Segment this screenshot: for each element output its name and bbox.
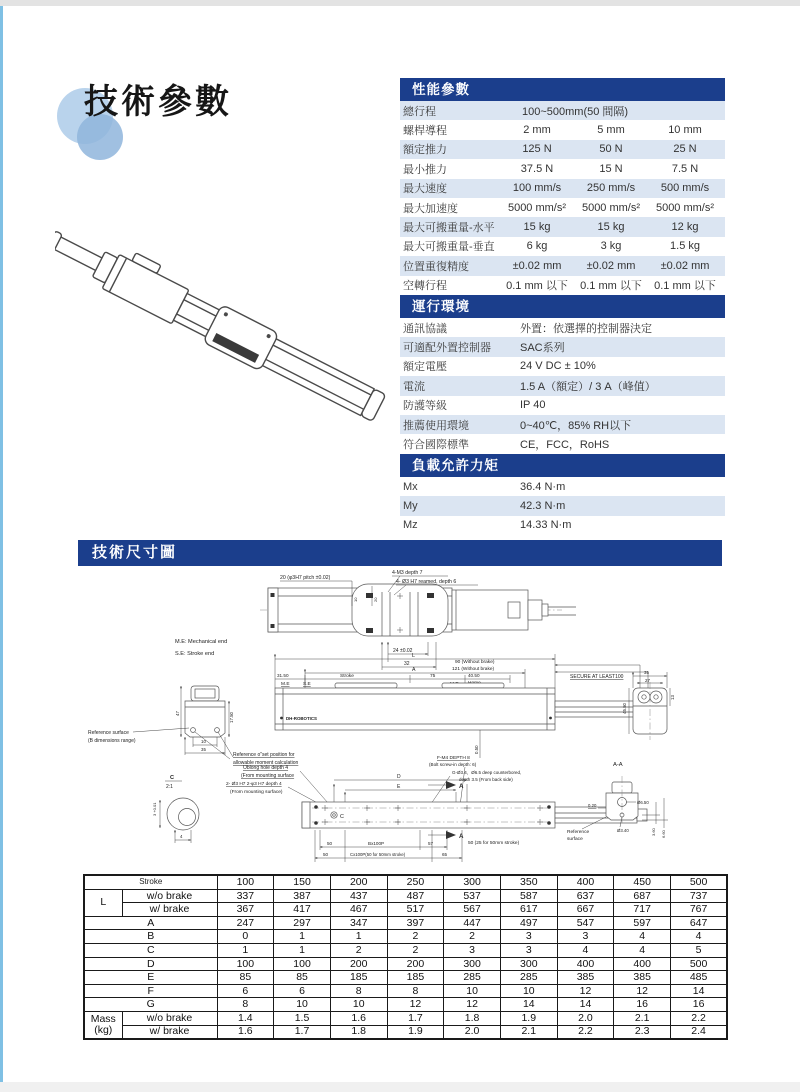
annotation: Reference bbox=[567, 830, 590, 835]
spec-label: 推薦使用環境 bbox=[403, 419, 469, 432]
table-row bbox=[84, 1011, 727, 1025]
dim-label: 90 (Without brake) bbox=[455, 660, 495, 665]
dim-label: 20 bbox=[373, 597, 378, 602]
dim-label: 24 ±0.02 bbox=[393, 648, 413, 654]
dim-cell: 1.5 bbox=[274, 1011, 331, 1025]
spec-value: 15 kg bbox=[597, 221, 625, 234]
dim-label: 6.60 bbox=[661, 830, 666, 838]
dim-label: 4- Ø3 H7 reamed, depth 6 bbox=[396, 579, 457, 585]
dim-cell: 100 bbox=[217, 957, 274, 971]
dim-label: L bbox=[412, 653, 415, 659]
dim-cell: 1 bbox=[330, 930, 387, 944]
page-left-edge bbox=[0, 6, 3, 1082]
dim-cell: 6 bbox=[217, 984, 274, 998]
spec-label: 額定電壓 bbox=[403, 361, 447, 374]
spec-label: 最小推力 bbox=[403, 163, 447, 176]
dim-cell: 467 bbox=[330, 903, 387, 917]
dim-cell: 200 bbox=[387, 957, 444, 971]
dim-cell: 85 bbox=[274, 971, 331, 985]
dim-cell: 12 bbox=[614, 984, 671, 998]
dim-cell: 10 bbox=[274, 998, 331, 1012]
page-top-edge bbox=[0, 0, 800, 6]
spec-label: 最大可搬重量-垂直 bbox=[403, 241, 495, 254]
section-arrow-label: A bbox=[459, 833, 464, 840]
spec-value: 1.5 kg bbox=[670, 240, 700, 253]
spec-value: CE，FCC，RoHS bbox=[520, 439, 610, 452]
dim-cell: 687 bbox=[614, 889, 671, 903]
table-row bbox=[84, 889, 727, 903]
dim-cell: 2 bbox=[387, 943, 444, 957]
spec-row bbox=[400, 434, 725, 453]
dim-label: 32 bbox=[404, 661, 410, 667]
annotation: 2- Ø3 H7 2-φ3 H7 depth 4 bbox=[226, 782, 282, 787]
dim-cell: 3 bbox=[500, 930, 557, 944]
spec-row bbox=[400, 256, 725, 275]
dim-cell: 3 bbox=[444, 943, 501, 957]
dim-label: 3 +0.01 bbox=[152, 802, 157, 816]
spec-value: 250 mm/s bbox=[586, 182, 636, 195]
spec-value: 0~40℃，85% RH以下 bbox=[520, 419, 632, 432]
dim-cell: 10 bbox=[444, 984, 501, 998]
dim-cell: 547 bbox=[557, 916, 614, 930]
spec-value: 7.5 N bbox=[671, 162, 699, 175]
dim-cell: 1.6 bbox=[330, 1011, 387, 1025]
stroke-value: 350 bbox=[500, 875, 557, 889]
spec-value: 5 mm bbox=[597, 124, 625, 137]
dim-cell: 517 bbox=[387, 903, 444, 917]
dim-label: Ø3.40 bbox=[617, 828, 629, 833]
row-group-label: Mass (kg) bbox=[84, 1011, 122, 1039]
spec-label: 螺桿導程 bbox=[403, 125, 447, 138]
spec-row bbox=[400, 376, 725, 395]
dim-cell: 2 bbox=[387, 930, 444, 944]
dim-cell: 1.9 bbox=[387, 1025, 444, 1039]
dim-label: 50 bbox=[327, 841, 333, 846]
table-row bbox=[84, 930, 727, 944]
dim-label: 10 bbox=[353, 597, 358, 602]
dim-cell: 8 bbox=[330, 984, 387, 998]
dim-cell: 567 bbox=[444, 903, 501, 917]
dim-cell: 617 bbox=[500, 903, 557, 917]
dim-label: M.E bbox=[281, 682, 290, 687]
dim-cell: 437 bbox=[330, 889, 387, 903]
spec-value: 36.4 N·m bbox=[520, 480, 566, 493]
spec-value: ±0.02 mm bbox=[586, 259, 636, 272]
dim-label: 31.50 bbox=[277, 673, 289, 678]
spec-row bbox=[400, 477, 725, 496]
table-row bbox=[84, 903, 727, 917]
dim-cell: 397 bbox=[387, 916, 444, 930]
dim-cell: 587 bbox=[500, 889, 557, 903]
dim-label: 45.50 bbox=[622, 703, 627, 714]
dim-label: 35 bbox=[201, 747, 206, 752]
spec-value: 10 mm bbox=[668, 124, 702, 137]
spec-label: 電流 bbox=[403, 380, 425, 393]
dim-cell: 667 bbox=[557, 903, 614, 917]
section-label: A-A bbox=[613, 762, 623, 768]
dim-cell: 4 bbox=[671, 930, 728, 944]
dim-label: 35 bbox=[644, 670, 649, 675]
annotation: Reference o″set position for bbox=[233, 752, 295, 758]
dim-cell: 100 bbox=[274, 957, 331, 971]
dim-cell: 285 bbox=[500, 971, 557, 985]
dim-cell: 2 bbox=[444, 930, 501, 944]
spec-value: 37.5 N bbox=[520, 162, 554, 175]
dim-label: 50 bbox=[323, 852, 329, 857]
table-row bbox=[84, 971, 727, 985]
spec-value: 25 N bbox=[673, 143, 697, 156]
dim-cell: 0 bbox=[217, 930, 274, 944]
dim-label: 47 bbox=[175, 711, 180, 716]
spec-value: 3 kg bbox=[600, 240, 622, 253]
spec-label: 最大加速度 bbox=[403, 202, 458, 215]
spec-value: SAC系列 bbox=[520, 342, 565, 355]
spec-value: ±0.02 mm bbox=[660, 259, 710, 272]
dim-cell: 385 bbox=[557, 971, 614, 985]
spec-value: 5000 mm/s² bbox=[655, 201, 715, 214]
dim-label: 75 bbox=[430, 674, 436, 679]
dim-label: E bbox=[397, 784, 401, 790]
stroke-value: 500 bbox=[671, 875, 728, 889]
moment-table bbox=[400, 454, 725, 535]
spec-value: IP 40 bbox=[520, 399, 546, 412]
dim-cell: 597 bbox=[614, 916, 671, 930]
spec-row bbox=[400, 179, 725, 198]
spec-value: 125 N bbox=[522, 143, 552, 156]
stroke-value: 250 bbox=[387, 875, 444, 889]
dim-cell: 16 bbox=[671, 998, 728, 1012]
stroke-header: Stroke bbox=[84, 875, 217, 889]
row-sub-label: w/o brake bbox=[122, 889, 217, 903]
spec-value: 15 kg bbox=[523, 221, 551, 234]
annotation: 50 (25 for 50mm stroke) bbox=[468, 841, 520, 846]
spec-row bbox=[400, 159, 725, 178]
annotation: Oblong hole depth 4 bbox=[243, 765, 289, 771]
dimension-table bbox=[83, 874, 728, 1040]
spec-row bbox=[400, 237, 725, 256]
dim-label: Stroke bbox=[340, 674, 354, 679]
dim-cell: 300 bbox=[444, 957, 501, 971]
spec-label: 最大可搬重量-水平 bbox=[403, 222, 495, 235]
dimension-section-header: 技術尺寸圖 bbox=[78, 540, 722, 566]
row-label: C bbox=[84, 943, 217, 957]
dim-cell: 2.3 bbox=[614, 1025, 671, 1039]
dim-cell: 1.8 bbox=[444, 1011, 501, 1025]
dim-label: 4-M3 depth 7 bbox=[392, 570, 423, 576]
row-label: A bbox=[84, 916, 217, 930]
spec-row bbox=[400, 198, 725, 217]
dim-cell: 16 bbox=[614, 998, 671, 1012]
annotation: (From mounting surface bbox=[241, 773, 295, 779]
dim-cell: 2.1 bbox=[614, 1011, 671, 1025]
row-sub-label: w/ brake bbox=[122, 1025, 217, 1039]
table-row bbox=[84, 916, 727, 930]
spec-label: 最大速度 bbox=[403, 183, 447, 196]
dim-cell: 497 bbox=[500, 916, 557, 930]
dim-cell: 385 bbox=[614, 971, 671, 985]
dim-label: 0.50 bbox=[474, 745, 479, 754]
dim-cell: 85 bbox=[217, 971, 274, 985]
dim-label: 4 bbox=[180, 834, 183, 839]
dim-cell: 5 bbox=[671, 943, 728, 957]
dim-label: D bbox=[397, 774, 401, 780]
spec-value: 5000 mm/s² bbox=[581, 201, 641, 214]
spec-value: 500 mm/s bbox=[660, 182, 710, 195]
dim-cell: 2.2 bbox=[671, 1011, 728, 1025]
brand-label: DH-ROBOTICS bbox=[286, 716, 317, 721]
dim-cell: 4 bbox=[614, 943, 671, 957]
dim-cell: 1.8 bbox=[330, 1025, 387, 1039]
dim-label: 40.50 bbox=[468, 673, 480, 678]
spec-row bbox=[400, 337, 725, 356]
row-label: E bbox=[84, 971, 217, 985]
spec-value: 50 N bbox=[599, 143, 623, 156]
dim-cell: 247 bbox=[217, 916, 274, 930]
spec-row bbox=[400, 120, 725, 139]
dim-cell: 1.7 bbox=[387, 1011, 444, 1025]
spec-value: 5000 mm/s² bbox=[507, 201, 567, 214]
dim-label: 20 (φ3H7 pitch ±0.02) bbox=[280, 575, 331, 581]
dim-cell: 1 bbox=[217, 943, 274, 957]
annotation: F-M4 DEPTH 8 bbox=[437, 756, 470, 761]
dim-cell: 737 bbox=[671, 889, 728, 903]
spec-value: 0.1 mm 以下 bbox=[580, 280, 642, 293]
spec-row bbox=[400, 396, 725, 415]
stroke-value: 150 bbox=[274, 875, 331, 889]
dim-cell: 637 bbox=[557, 889, 614, 903]
spec-value: 42.3 N·m bbox=[520, 500, 566, 513]
section-arrow-label: A bbox=[459, 783, 464, 790]
spec-label: 空轉行程 bbox=[403, 280, 447, 293]
spec-row bbox=[400, 217, 725, 236]
dim-cell: 447 bbox=[444, 916, 501, 930]
annotation: (B dimensions range) bbox=[88, 738, 136, 744]
spec-value: 12 kg bbox=[671, 221, 699, 234]
dim-cell: 12 bbox=[387, 998, 444, 1012]
dim-label: 121 (Without brake) bbox=[452, 667, 495, 672]
stroke-value: 200 bbox=[330, 875, 387, 889]
dim-cell: 2.4 bbox=[671, 1025, 728, 1039]
spec-value: 0.1 mm 以下 bbox=[654, 280, 716, 293]
dim-cell: 767 bbox=[671, 903, 728, 917]
annotation: (Bolt screw-in depth: 6) bbox=[429, 762, 477, 767]
dim-cell: 537 bbox=[444, 889, 501, 903]
row-label: G bbox=[84, 998, 217, 1012]
environment-table-header: 運行環境 bbox=[400, 295, 725, 318]
dim-cell: 297 bbox=[274, 916, 331, 930]
spec-value: 2 mm bbox=[523, 124, 551, 137]
page-bottom-edge bbox=[0, 1082, 800, 1092]
dim-label: 27 bbox=[645, 678, 650, 683]
spec-value: 14.33 N·m bbox=[520, 519, 572, 532]
dim-cell: 1 bbox=[274, 943, 331, 957]
dim-cell: 14 bbox=[500, 998, 557, 1012]
detail-label: 2:1 bbox=[166, 784, 173, 790]
table-row bbox=[84, 957, 727, 971]
dim-cell: 4 bbox=[557, 943, 614, 957]
page-title: 技術參數 bbox=[84, 83, 232, 121]
legend-note: M.E: Mechanical end bbox=[175, 639, 228, 645]
dim-cell: 485 bbox=[671, 971, 728, 985]
spec-value: 6 kg bbox=[526, 240, 548, 253]
dim-cell: 717 bbox=[614, 903, 671, 917]
spec-row bbox=[400, 496, 725, 515]
dim-cell: 300 bbox=[500, 957, 557, 971]
stroke-value: 400 bbox=[557, 875, 614, 889]
spec-value: 外置：依選擇的控制器決定 bbox=[520, 322, 652, 335]
product-isometric-drawing bbox=[55, 210, 405, 480]
spec-label: 額定推力 bbox=[403, 144, 447, 157]
dim-label: S.E bbox=[303, 682, 311, 687]
annotation: allowable moment calculation bbox=[233, 760, 299, 766]
dim-cell: 2.0 bbox=[557, 1011, 614, 1025]
dim-cell: 185 bbox=[387, 971, 444, 985]
row-label: D bbox=[84, 957, 217, 971]
performance-table-header: 性能參數 bbox=[400, 78, 725, 101]
detail-label: C bbox=[170, 775, 175, 781]
annotation: surface bbox=[567, 837, 583, 842]
table-row bbox=[84, 1025, 727, 1039]
stroke-value: 100 bbox=[217, 875, 274, 889]
table-row bbox=[84, 998, 727, 1012]
spec-label: Mx bbox=[403, 480, 418, 493]
row-group-label: L bbox=[84, 889, 122, 916]
dim-cell: 6 bbox=[274, 984, 331, 998]
spec-row bbox=[400, 318, 725, 337]
annotation: depth 3.5 (From back side) bbox=[459, 777, 513, 782]
row-sub-label: w/o brake bbox=[122, 1011, 217, 1025]
dim-cell: 2.1 bbox=[500, 1025, 557, 1039]
stroke-value: 300 bbox=[444, 875, 501, 889]
legend-note: S.E: Stroke end bbox=[175, 651, 215, 657]
dim-label: 13 bbox=[670, 695, 675, 700]
spec-row bbox=[400, 140, 725, 159]
annotation: (From mounting surface) bbox=[230, 790, 283, 795]
dim-cell: 4 bbox=[614, 930, 671, 944]
dim-label: Bx100P bbox=[368, 841, 385, 846]
environment-table bbox=[400, 295, 725, 454]
spec-label: 位置重復精度 bbox=[403, 260, 469, 273]
dim-cell: 1.7 bbox=[274, 1025, 331, 1039]
dim-label: Ø6.50 bbox=[637, 800, 649, 805]
table-row bbox=[84, 943, 727, 957]
spec-label: My bbox=[403, 500, 418, 513]
dim-cell: 387 bbox=[274, 889, 331, 903]
spec-label: 可適配外置控制器 bbox=[403, 342, 491, 355]
dim-cell: 1 bbox=[274, 930, 331, 944]
spec-label: 通訊協議 bbox=[403, 322, 447, 335]
dim-label: 10 bbox=[201, 739, 206, 744]
spec-row bbox=[400, 415, 725, 434]
dim-label: 3.60 bbox=[651, 828, 656, 836]
spec-label: 符合國際標準 bbox=[403, 439, 469, 452]
spec-value: 100 mm/s bbox=[512, 182, 562, 195]
dim-label: C bbox=[340, 814, 344, 820]
dim-label: 65 bbox=[442, 852, 448, 857]
row-sub-label: w/ brake bbox=[122, 903, 217, 917]
moment-table-header: 負載允許力矩 bbox=[400, 454, 725, 477]
dim-cell: 1.6 bbox=[217, 1025, 274, 1039]
dim-cell: 14 bbox=[671, 984, 728, 998]
dim-cell: 647 bbox=[671, 916, 728, 930]
technical-dimension-drawing bbox=[0, 566, 800, 878]
dim-cell: 285 bbox=[444, 971, 501, 985]
row-label: F bbox=[84, 984, 217, 998]
dim-label: SECURE AT LEAST100 bbox=[570, 674, 624, 680]
dim-label: 0.20 bbox=[588, 803, 597, 808]
spec-value: 24 V DC ± 10% bbox=[520, 360, 596, 373]
dim-cell: 487 bbox=[387, 889, 444, 903]
spec-value: 15 N bbox=[599, 162, 623, 175]
dim-cell: 10 bbox=[500, 984, 557, 998]
spec-value: 100~500mm(50 間隔) bbox=[522, 105, 629, 118]
dim-cell: 400 bbox=[557, 957, 614, 971]
dim-cell: 1.9 bbox=[500, 1011, 557, 1025]
dim-cell: 417 bbox=[274, 903, 331, 917]
spec-row bbox=[400, 276, 725, 295]
spec-row bbox=[400, 516, 725, 535]
dim-cell: 3 bbox=[557, 930, 614, 944]
dim-cell: 3 bbox=[500, 943, 557, 957]
dim-cell: 347 bbox=[330, 916, 387, 930]
dim-cell: 12 bbox=[557, 984, 614, 998]
dim-cell: 14 bbox=[557, 998, 614, 1012]
dim-label: 57 bbox=[428, 841, 434, 846]
dim-cell: 8 bbox=[217, 998, 274, 1012]
dim-label: Cx100P(50 for 50mm stroke) bbox=[350, 852, 406, 857]
table-row bbox=[84, 984, 727, 998]
dim-cell: 12 bbox=[444, 998, 501, 1012]
dim-cell: 8 bbox=[387, 984, 444, 998]
spec-label: Mz bbox=[403, 519, 418, 532]
spec-value: 1.5 A（額定）/ 3 A（峰值） bbox=[520, 380, 656, 393]
dim-cell: 2 bbox=[330, 943, 387, 957]
dim-cell: 10 bbox=[330, 998, 387, 1012]
dim-cell: 2.2 bbox=[557, 1025, 614, 1039]
dim-cell: 2.0 bbox=[444, 1025, 501, 1039]
dim-cell: 185 bbox=[330, 971, 387, 985]
spec-value: 0.1 mm 以下 bbox=[506, 280, 568, 293]
annotation: G-Ø3.4，Ø6.5 deep counterbored, bbox=[452, 770, 522, 775]
dim-cell: 400 bbox=[614, 957, 671, 971]
spec-row bbox=[400, 357, 725, 376]
dim-cell: 337 bbox=[217, 889, 274, 903]
dim-label: 17.50 bbox=[229, 712, 234, 723]
spec-label: 防護等級 bbox=[403, 400, 447, 413]
dim-label: A bbox=[412, 667, 416, 673]
spec-row bbox=[400, 101, 725, 120]
stroke-value: 450 bbox=[614, 875, 671, 889]
spec-label: 總行程 bbox=[403, 105, 436, 118]
annotation: Reference surface bbox=[88, 730, 129, 736]
dim-cell: 1.4 bbox=[217, 1011, 274, 1025]
dim-cell: 200 bbox=[330, 957, 387, 971]
dim-cell: 500 bbox=[671, 957, 728, 971]
performance-table bbox=[400, 78, 725, 295]
dim-cell: 367 bbox=[217, 903, 274, 917]
spec-value: ±0.02 mm bbox=[512, 259, 562, 272]
row-label: B bbox=[84, 930, 217, 944]
